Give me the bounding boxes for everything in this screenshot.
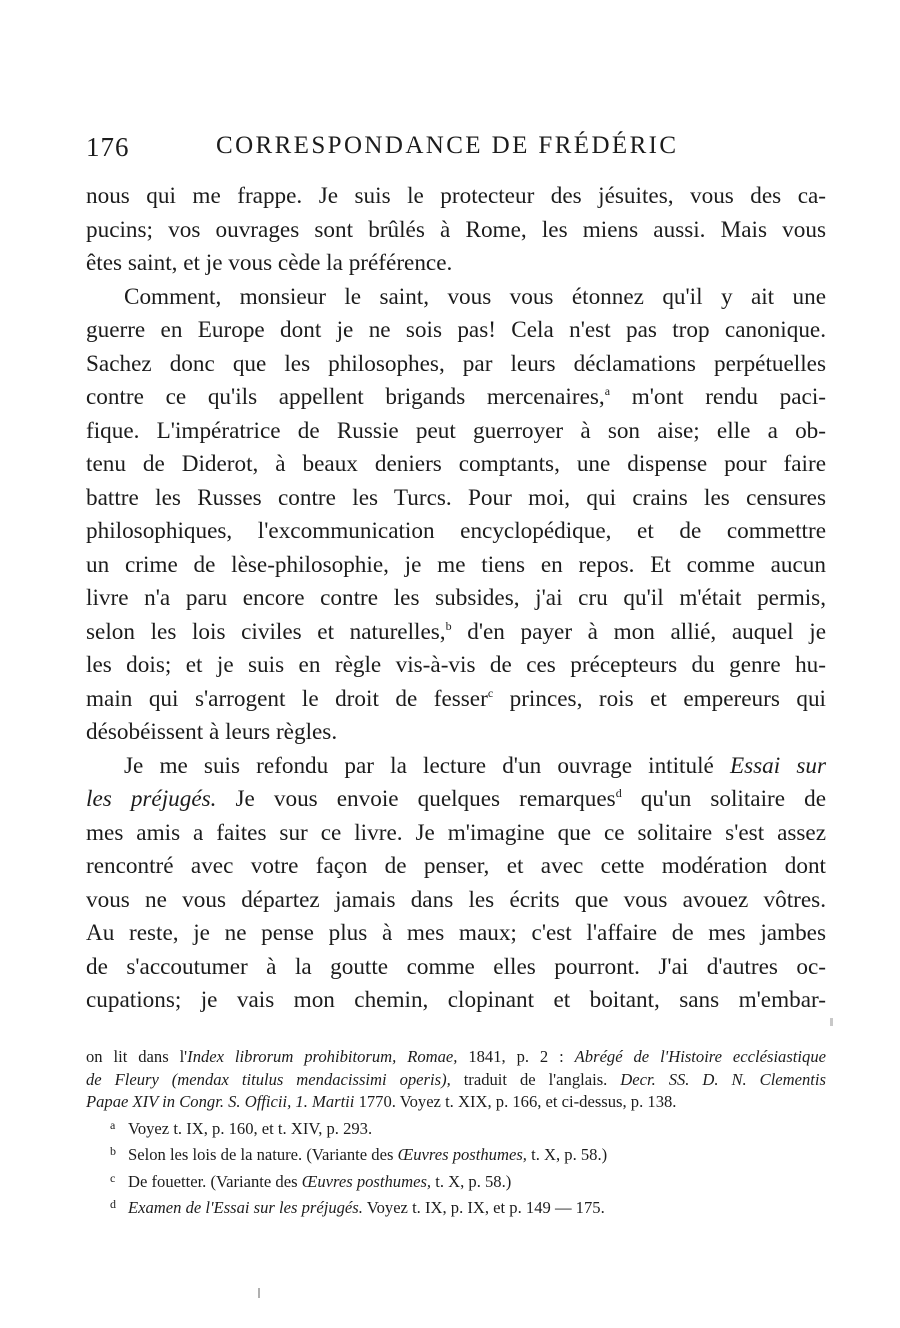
- text-line: rencontré avec votre façon de penser, et avec cette modération dont: [86, 853, 826, 879]
- text-line: Je me suis refondu par la lecture d'un ouvrage intitulé Essai sur: [124, 752, 826, 779]
- footnotes: [86, 1046, 826, 1220]
- text-line: battre les Russes contre les Turcs. Pour moi, qui crains les censures: [86, 484, 826, 511]
- text-line: fique. L'impératrice de Russie peut guerroyer à son aise; elle a ob-: [86, 417, 826, 444]
- footnote-a: a Voyez t. IX, p. 160, et t. XIV, p. 293.: [86, 1114, 826, 1141]
- text-line: livre n'a paru encore contre les subsides, j'ai cru qu'il m'était permis,: [86, 585, 826, 611]
- footnote-d: d Examen de l'Essai sur les préjugés. Voyez t. IX, p. IX, et p. 149 — 175.: [86, 1193, 826, 1220]
- footnote-ref[interactable]: a: [604, 384, 611, 398]
- text-line: Comment, monsieur le saint, vous vous étonnez qu'il y ait une: [124, 283, 826, 310]
- text-line: philosophiques, l'excommunication encyclopédique, et de commettre: [86, 518, 826, 544]
- text-line: mes amis a faites sur ce livre. Je m'imagine que ce solitaire s'est assez: [86, 819, 826, 846]
- text-line: de s'accoutumer à la goutte comme elles pourront. J'ai d'autres oc-: [86, 953, 826, 980]
- footnote-mark: c: [110, 1170, 116, 1185]
- footnote-continuation-line: Papae XIV in Congr. S. Officii, 1. Martii 1770. Voyez t. XIX, p. 166, et ci-dessus, p. 138.: [86, 1092, 677, 1111]
- text-line: nous qui me frappe. Je suis le protecteur des jésuites, vous des ca-: [86, 183, 826, 209]
- book-title: les préjugés.: [86, 786, 217, 812]
- footnote-ref[interactable]: c: [487, 685, 494, 700]
- footnote-mark: d: [110, 1197, 116, 1211]
- text-line: guerre en Europe dont je ne sois pas! Cela n'est pas trop canonique.: [86, 317, 826, 343]
- text-line: les préjugés. Je vous envoie quelques remarques$^d$ qu'un solitaire de: [86, 786, 826, 812]
- text-line: désobéissent à leurs règles.: [86, 719, 338, 745]
- text-line: main qui s'arrogent le droit de fesser$^c$ princes, rois et empereurs qui: [86, 685, 826, 712]
- footnote-b: b Selon les lois de la nature. (Variante des Œuvres posthumes, t. X, p. 58.): [86, 1140, 826, 1167]
- text-line: pucins; vos ouvrages sont brûlés à Rome, les miens aussi. Mais vous: [86, 216, 826, 243]
- running-title: CORRESPONDANCE DE FRÉDÉRIC: [216, 132, 679, 159]
- page-number: 176: [86, 132, 130, 162]
- text-line: un crime de lèse-philosophie, je me tiens en repos. Et comme aucun: [86, 551, 826, 578]
- book-title: Essai sur: [729, 752, 826, 779]
- running-head: [86, 132, 826, 168]
- footnote-ref[interactable]: b: [445, 618, 452, 633]
- scan-speck: [258, 1288, 260, 1298]
- text-line: les dois; et je suis en règle vis-à-vis de ces précepteurs du genre hu-: [86, 652, 826, 678]
- text-line: vous ne vous départez jamais dans les écrits que vous avouez vôtres.: [86, 886, 826, 913]
- footnote-continuation-line: on lit dans l'Index librorum prohibitorum, Romae, 1841, p. 2 : Abrégé de l'Histoire ecclésiastique: [86, 1047, 826, 1066]
- text-line: cupations; je vais mon chemin, clopinant et boitant, sans m'embar-: [86, 987, 826, 1013]
- footnote-mark: b: [110, 1144, 116, 1158]
- text-line: contre ce qu'ils appellent brigands mercenaires,$^a$ m'ont rendu paci-: [86, 384, 826, 410]
- text-line: selon les lois civiles et naturelles,$^b$ d'en payer à mon allié, auquel je: [86, 618, 826, 645]
- scan-speck: [830, 1018, 833, 1026]
- footnote-mark: a: [110, 1117, 116, 1132]
- text-line: Sachez donc que les philosophes, par leurs déclamations perpétuelles: [86, 350, 826, 377]
- footnote-continuation-line: de Fleury (mendax titulus mendacissimi operis), traduit de l'anglais. Decr. SS. D. N. Clementis: [86, 1069, 826, 1089]
- main-text: [86, 180, 826, 1018]
- text-line: êtes saint, et je vous cède la préférence.: [86, 250, 453, 276]
- footnote-ref[interactable]: d: [615, 786, 622, 800]
- text-line: Au reste, je ne pense plus à mes maux; c'est l'affaire de mes jambes: [86, 920, 826, 946]
- footnote-c: c De fouetter. (Variante des Œuvres posthumes, t. X, p. 58.): [86, 1167, 826, 1194]
- text-line: tenu de Diderot, à beaux deniers comptants, une dispense pour faire: [86, 451, 826, 477]
